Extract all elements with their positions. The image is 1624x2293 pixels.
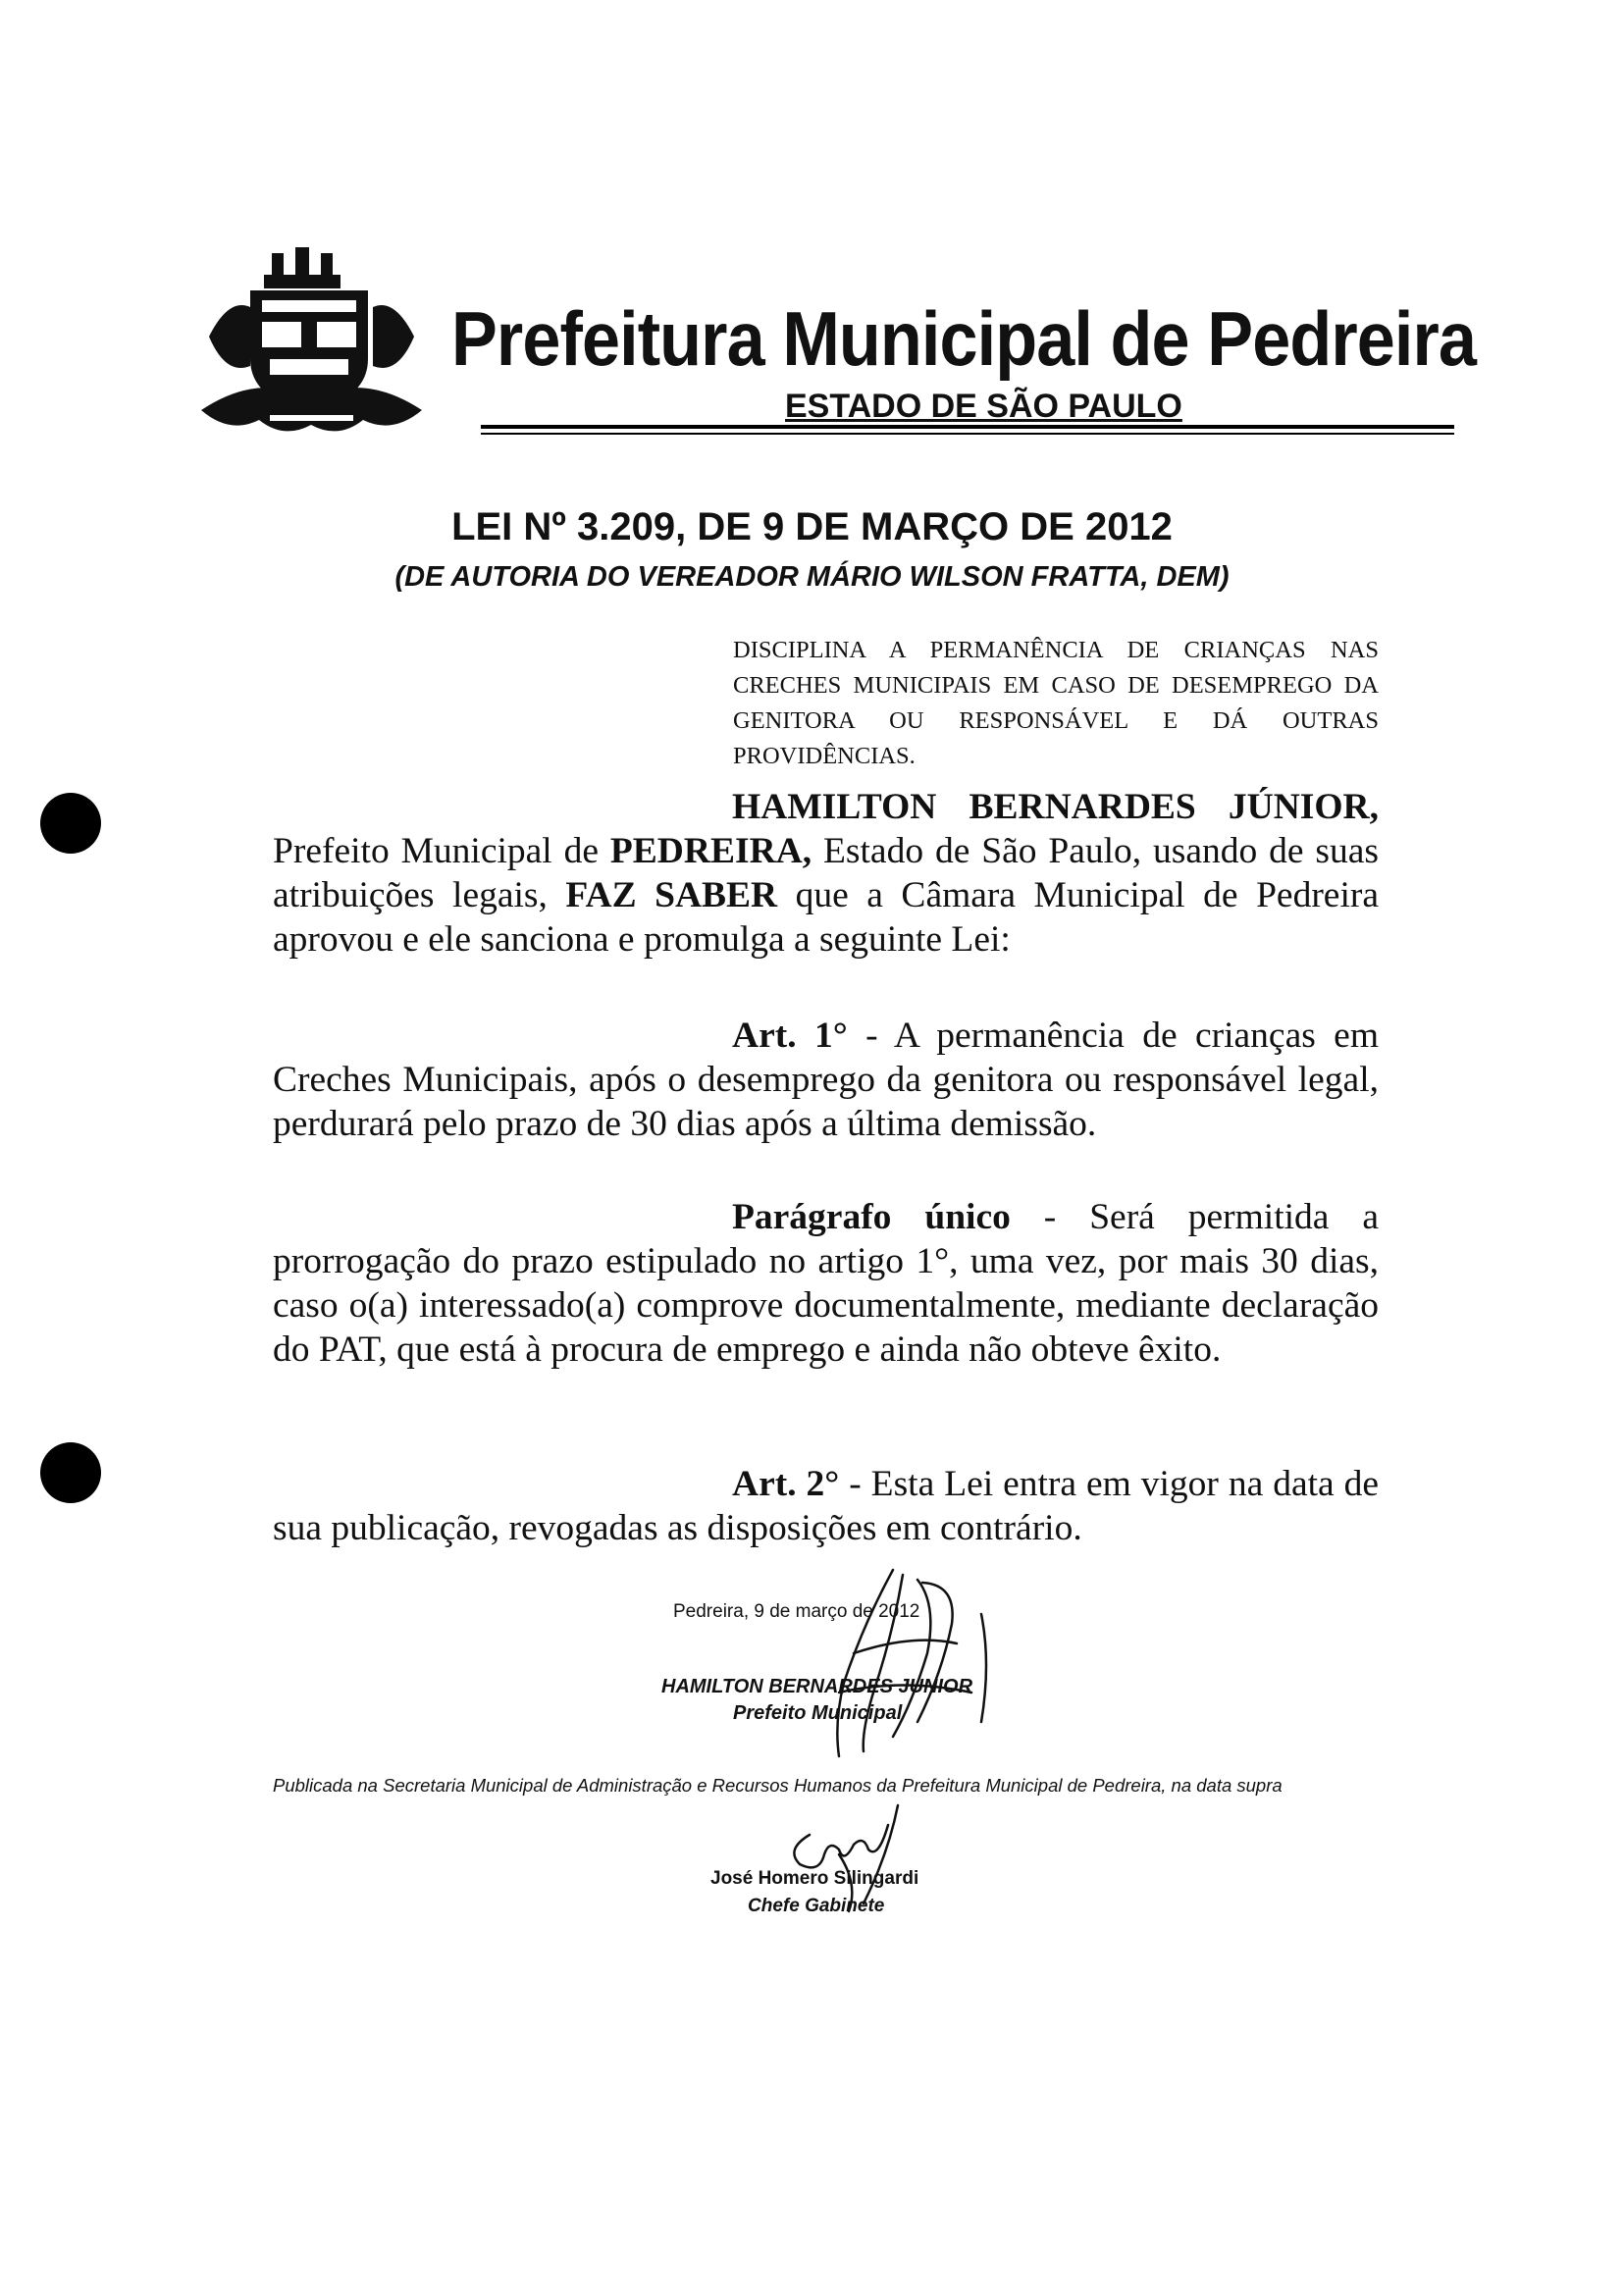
article-text: - Será permitida a prorrogação do prazo estipulado no artigo 1°, uma vez, por mais 30 dias, caso o(a) interessado(a) comprove documentalmente, mediante declaração do PAT, que está à procura de emprego e ainda não obteve êxito. xyxy=(273,1197,1379,1370)
intro-paragraph xyxy=(273,785,1379,962)
intro-text: Estado de São Paulo, usando de suas atribuições legais, xyxy=(273,831,1379,915)
article-text: - Esta Lei entra em vigor na data de sua publicação, revogadas as disposições em contrário. xyxy=(273,1464,1379,1548)
paragrafo-unico xyxy=(273,1195,1379,1372)
punch-hole xyxy=(40,793,101,854)
municipal-coat-of-arms-icon xyxy=(201,243,422,444)
law-author: (DE AUTORIA DO VEREADOR MÁRIO WILSON FRATTA, DEM) xyxy=(394,561,1230,593)
law-title: LEI Nº 3.209, DE 9 DE MARÇO DE 2012 xyxy=(451,505,1173,548)
article-label: Art. 2° xyxy=(732,1464,840,1504)
article-label: Art. 1° xyxy=(732,1016,848,1056)
signatory-role: Prefeito Municipal xyxy=(733,1702,903,1724)
law-summary: DISCIPLINA A PERMANÊNCIA DE CRIANÇAS NAS CRECHES MUNICIPAIS EM CASO DE DESEMPREGO DA GENITORA OU RESPONSÁVEL E DÁ OUTRAS PROVIDÊNCIAS. xyxy=(733,637,1379,769)
place-date: Pedreira, 9 de março de 2012 xyxy=(673,1601,920,1622)
header-rule xyxy=(481,433,1454,435)
article-1 xyxy=(273,1014,1379,1146)
intro-text: Prefeito Municipal de xyxy=(273,831,610,871)
handwritten-signature xyxy=(746,1565,1021,1761)
publication-note: Publicada na Secretaria Municipal de Administração e Recursos Humanos da Prefeitura Municipal de Pedreira, na data supra xyxy=(273,1775,1283,1796)
publisher-role: Chefe Gabinete xyxy=(748,1896,885,1916)
punch-hole xyxy=(40,1442,101,1503)
signatory-name: HAMILTON BERNARDES JUNIOR xyxy=(661,1676,973,1697)
faz-saber: FAZ SABER xyxy=(565,875,778,915)
article-label: Parágrafo único xyxy=(732,1197,1011,1237)
article-text: - A permanência de crianças em Creches Municipais, após o desemprego da genitora ou responsável legal, perdurará pelo prazo de 30 dias após a última demissão. xyxy=(273,1016,1379,1144)
mayor-name: HAMILTON BERNARDES JÚNIOR, xyxy=(732,787,1379,827)
city-name: PEDREIRA, xyxy=(609,831,812,871)
publisher-name: José Homero Silingardi xyxy=(710,1868,919,1889)
article-2 xyxy=(273,1462,1379,1550)
org-subtitle: ESTADO DE SÃO PAULO xyxy=(785,388,1182,425)
intro-text: que a Câmara Municipal de Pedreira aprovou e ele sanciona e promulga a seguinte Lei: xyxy=(273,875,1379,960)
header-rule xyxy=(481,425,1454,429)
org-title: Prefeitura Municipal de Pedreira xyxy=(451,295,1477,382)
